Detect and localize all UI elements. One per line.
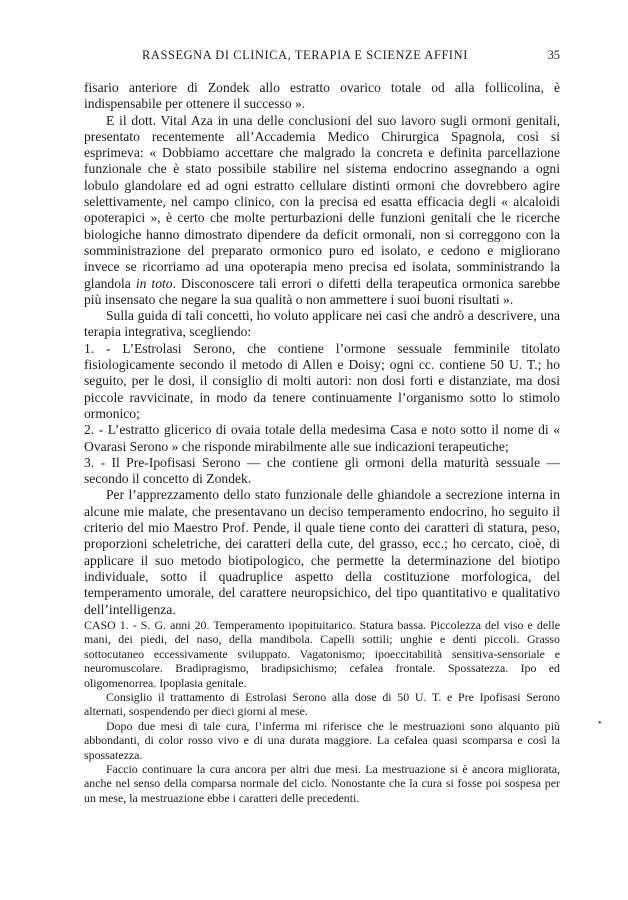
page-number: 35 <box>547 48 560 62</box>
case-1-followup-2: Faccio continuare la cura ancora per altri due mesi. La mestruazione si è ancora migliorata, anche nel senso della comparsa normale del ciclo. Nonostante che la cura si fosse poi sospesa per un mese, la mestruazione ebbe i caratteri delle precedenti. <box>84 762 560 805</box>
paragraph-2-text-a: E il dott. Vital Aza in una delle conclusioni del suo lavoro sugli ormoni genitali, presentato recentemente all’Accademia Medico Chirurgica Spagnola, così si esprimeva: « Dobbiamo accettare che malgrado la concreta e definita parcellazione funzionale che è stato possibile stabilire nel sistema endocrino assegnando a ogni lobulo glandolare ed ad ogni estratto cellulare distinti ormoni che dovrebbero agire selettivamente, nel campo clinico, con la precisa ed esatta efficacia degli « alcaloidi opoterapici », è certo che molte perturbazioni delle funzioni genitali che le ricerche biologiche hanno dimostrato dipendere da deficit ormonali, non si correggono con la somministrazione del preparato ormonico puro ed isolato, e cedono e migliorano invece se ricorriamo ad una opoterapia meno precisa ed isolata, somministrando la glandola <box>84 112 560 291</box>
margin-dot: • <box>598 718 602 729</box>
running-head: RASSEGNA DI CLINICA, TERAPIA E SCIENZE AFFINI <box>142 48 468 62</box>
case-1-description: CASO 1. - S. G. anni 20. Temperamento ipopituitarico. Statura bassa. Piccolezza del viso e delle mani, dei piedi, del naso, della mandibola. Capelli sottili; unghie e denti piccoli. Grasso sottocutaneo eccessivamente sviluppato. Vagatonismo; ipoeccitabilità sensitiva-sensoriale e neuromuscolare. Bradipragismo, bradipsichismo; cefalea frontale. Spossatezza. Ipo ed oligomenorrea. Ipoplasia genitale. <box>84 618 560 690</box>
case-report <box>84 618 560 805</box>
paragraph-2-italic: in toto <box>135 275 173 291</box>
list-item-2: 2. - L’estratto glicerico di ovaia totale della medesima Casa e noto sotto il nome di « Ovarasi Serono » che risponde mirabilmente alle sue indicazioni terapeutiche; <box>84 422 560 454</box>
page-header <box>84 48 560 66</box>
main-text <box>84 80 560 618</box>
list-item-3: 3. - Il Pre-Ipofisasi Serono — che contiene gli ormoni della maturità sessuale — secondo il concetto di Zondek. <box>84 454 560 487</box>
list-item-1: 1. - L’Estrolasi Serono, che contiene l’ormone sessuale femminile titolato fisiologicamente secondo il metodo di Allen e Doisy; ogni cc. contiene 50 U. T.; ho seguito, per le dosi, il consiglio di molti autori: non dosi forti e distanziate, ma dosi piccole ravvicinate, in modo da tenere continuamente l’organismo sotto lo stimolo ormonico; <box>84 340 560 421</box>
paragraph-2-text-b: . Disconoscere tali errori o difetti della terapeutica ormonica sarebbe più insensato che negare la sua qualità o non ammettere i suoi buoni risultati ». <box>84 275 560 307</box>
paragraph-3: Sulla guida di tali concetti, ho voluto applicare nei casi che andrò a descrivere, una terapia integrativa, scegliendo: <box>84 308 560 340</box>
case-1-followup-1: Dopo due mesi di tale cura, l’inferma mi riferisce che le mestruazioni sono alquanto più abbondanti, di color rosso vivo e di una durata maggiore. La cefalea quasi scomparsa e così la spossatezza. <box>84 718 560 762</box>
paragraph-2 <box>84 113 560 309</box>
paragraph-4: Per l’apprezzamento dello stato funzionale delle ghiandole a secrezione interna in alcune mie malate, che presentavano un deciso temperamento endocrino, ho seguito il criterio del mio Maestro Prof. Pende, il quale tiene conto dei caratteri di statura, peso, proporzioni scheletriche, dei caratteri della cute, del grasso, ecc.; ho cercato, cioè, di applicare il suo metodo biotipologico, che permette la determinazione del biotipo individuale, sotto il quadruplice aspetto della costituzione morfologica, del temperamento umorale, del carattere neuropsichico, del tipo quantitativo e qualitativo dell’intelligenza. <box>84 487 560 617</box>
case-1-treatment: Consiglio il trattamento di Estrolasi Serono alla dose di 50 U. T. e Pre Ipofisasi Serono alternati, sospendendo per dieci giorni al mese. <box>84 690 560 719</box>
paragraph-1: fisario anteriore di Zondek allo estratto ovarico totale od alla follicolina, è indispensabile per ottenere il successo ». <box>84 80 560 112</box>
